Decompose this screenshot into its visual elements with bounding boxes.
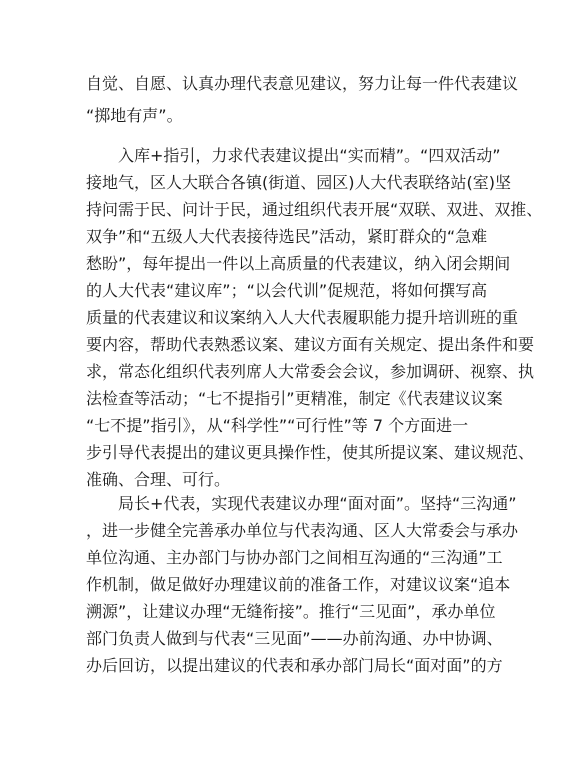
text-line: 愁盼”，每年提出一件以上高质量的代表建议，纳入闭会期间 [86,254,511,273]
text-line: 入库+指引，力求代表建议提出“实而精”。“四双活动” [118,146,501,165]
text-line: 自觉、自愿、认真办理代表意见建议，努力让每一件代表建议 [86,74,519,93]
text-line: 办后回访，以提出建议的代表和承办部门局长“面对面”的方 [86,656,503,675]
text-line: 局长+代表，实现代表建议办理“面对面”。坚持“三沟通” [118,494,517,513]
text-line: “掷地有声”。 [86,106,183,125]
text-line: 双争”和“五级人大代表接待选民”活动，紧盯群众的“急难 [86,227,488,246]
text-line: 法检查等活动；“七不提指引”更精准，制定《代表建议议案 [86,389,503,408]
text-line: “七不提”指引》，从“科学性”“可行性”等 7 个方面进一 [86,416,469,435]
text-line: 要内容，帮助代表熟悉议案、建议方面有关规定、提出条件和要 [86,335,535,354]
text-line: 持问需于民、问计于民，通过组织代表开展“双联、双进、双推、 [86,200,543,219]
text-line: 步引导代表提出的建议更具操作性，使其所提议案、建议规范、 [86,443,535,462]
text-line: 准确、合理、可行。 [86,470,231,489]
text-line: 的人大代表“建议库”；“以会代训”促规范，将如何撰写高 [86,281,488,300]
text-line: 作机制，做足做好办理建议前的准备工作，对建议议案“追本 [86,575,511,594]
text-line: 溯源”，让建议办理“无缝衔接”。推行“三见面”，承办单位 [86,602,496,621]
text-line: 求，常态化组织代表列席人大常委会会议，参加调研、视察、执 [86,362,535,381]
text-line: 部门负责人做到与代表“三见面”——办前沟通、办中协调、 [86,629,503,648]
text-line: 接地气，区人大联合各镇(街道、园区)人大代表联络站(室)坚 [86,173,511,192]
text-line: 质量的代表建议和议案纳入人大代表履职能力提升培训班的重 [86,308,519,327]
text-line: 单位沟通、主办部门与协办部门之间相互沟通的“三沟通”工 [86,548,503,567]
text-line: ，进一步健全完善承办单位与代表沟通、区人大常委会与承办 [86,521,519,540]
